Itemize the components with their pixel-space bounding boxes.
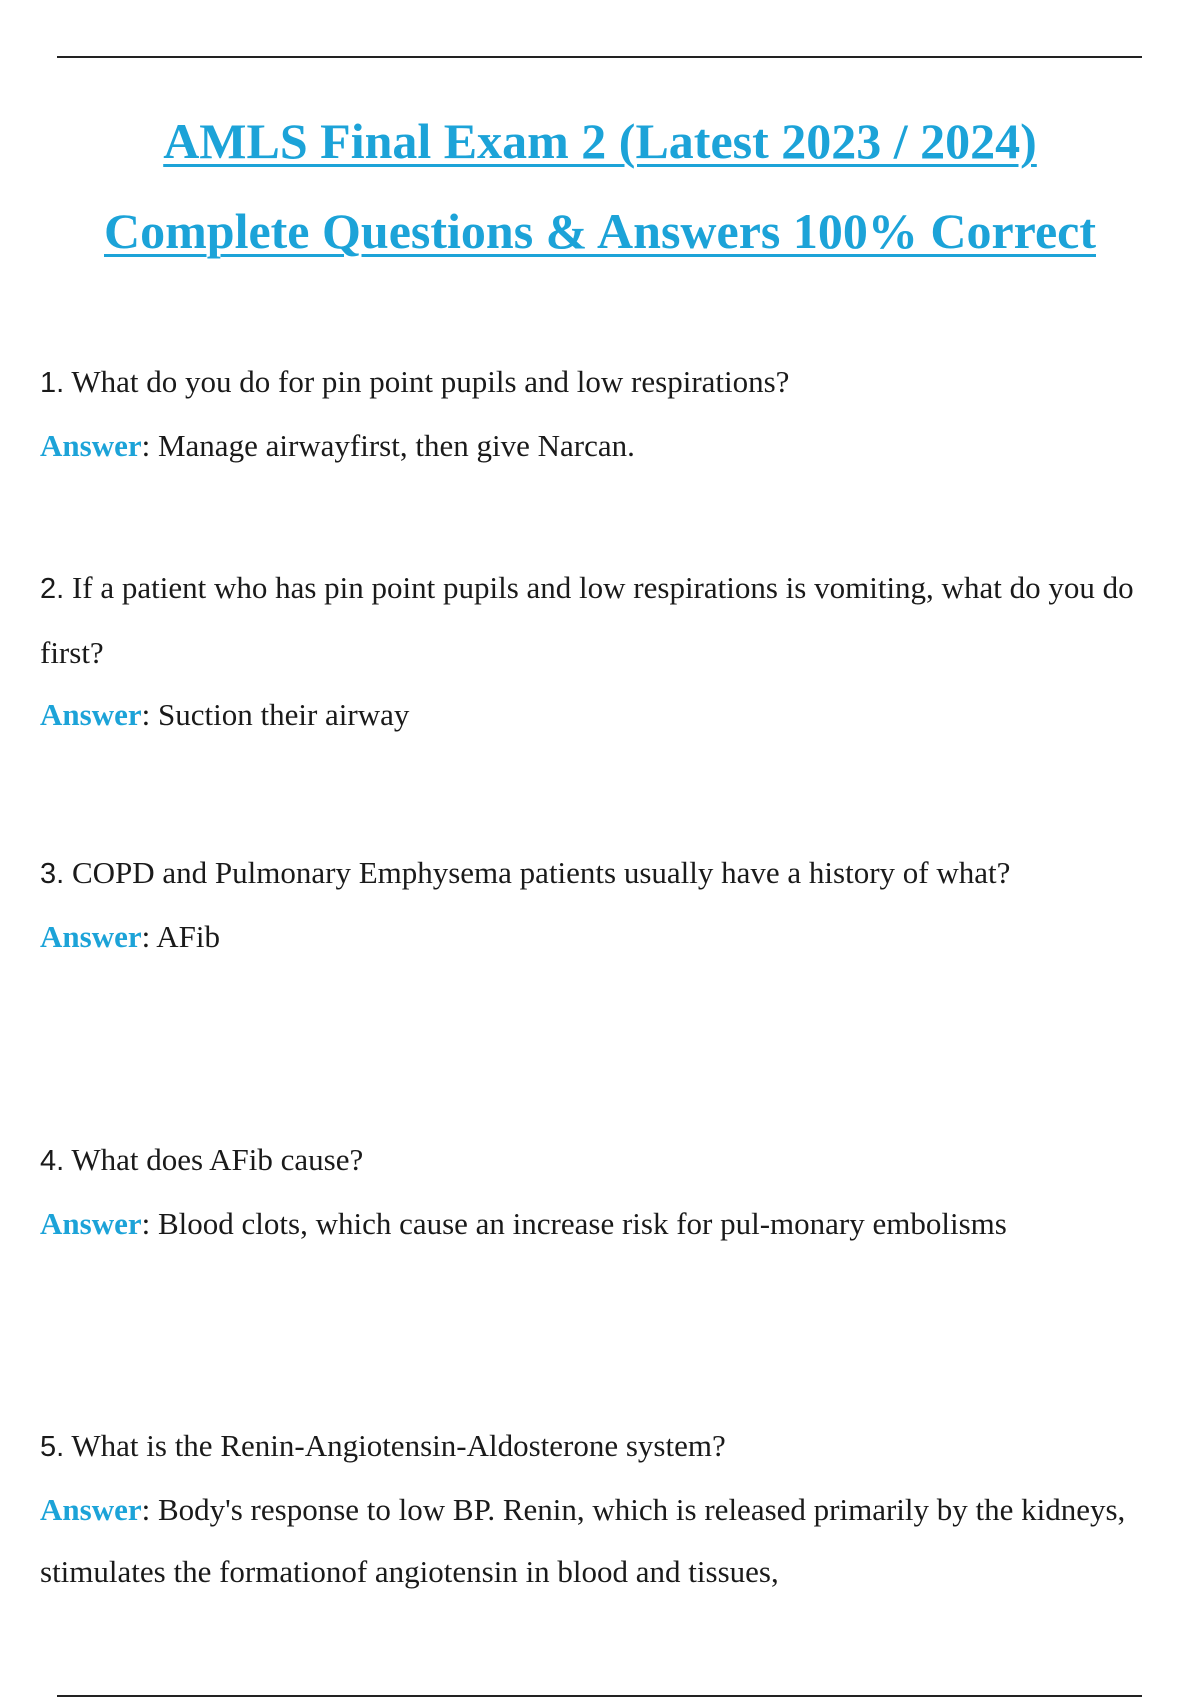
answer-text: Suction their airway <box>157 697 410 732</box>
answer-2: Answer: Suction their airway <box>40 697 410 732</box>
answer-text: Blood clots, which cause an increase risk for pul-monary embolisms <box>157 1206 1007 1241</box>
answer-3: Answer: AFib <box>40 919 221 954</box>
answer-label: Answer <box>40 428 142 463</box>
question-text: If a patient who has pin point pupils and low respirations is vomiting, what do you do first? <box>40 570 1134 670</box>
answer-text: Body's response to low BP. Renin, which is released primarily by the kidneys, stimulates the formationof angiotensin in blood and tissues, <box>40 1492 1126 1589</box>
qa-item-3 <box>40 841 1150 968</box>
answer-text: AFib <box>156 919 221 954</box>
question-1 <box>40 350 1150 415</box>
answer-text: Manage airwayfirst, then give Narcan. <box>157 428 635 463</box>
question-text: COPD and Pulmonary Emphysema patients usually have a history of what? <box>71 855 1011 890</box>
answer-label: Answer <box>40 1492 142 1527</box>
question-2 <box>40 556 1150 684</box>
answer-5: Answer: Body's response to low BP. Renin, which is released primarily by the kidneys, stimulates the formationof angiotensin in blood and tissues, <box>40 1492 1126 1589</box>
answer-4: Answer: Blood clots, which cause an increase risk for pul-monary embolisms <box>40 1206 1007 1241</box>
document-title-line-1: AMLS Final Exam 2 (Latest 2023 / 2024) <box>163 113 1037 169</box>
answer-label: Answer <box>40 919 142 954</box>
question-5 <box>40 1414 1150 1479</box>
answer-1: Answer: Manage airwayfirst, then give Narcan. <box>40 428 635 463</box>
question-text: What do you do for pin point pupils and low respirations? <box>71 364 790 399</box>
question-number: 2. <box>40 573 65 605</box>
question-4 <box>40 1128 1150 1193</box>
qa-item-2 <box>40 556 1150 746</box>
question-text: What is the Renin-Angiotensin-Aldosterone system? <box>71 1428 726 1463</box>
qa-item-5 <box>40 1414 1150 1603</box>
question-number: 3. <box>40 858 65 890</box>
question-number: 5. <box>40 1431 65 1463</box>
qa-item-1 <box>40 350 1150 477</box>
question-number: 4. <box>40 1145 65 1177</box>
top-divider <box>57 56 1142 58</box>
question-number: 1. <box>40 367 65 399</box>
qa-item-4 <box>40 1128 1150 1255</box>
question-text: What does AFib cause? <box>71 1142 364 1177</box>
answer-label: Answer <box>40 1206 142 1241</box>
question-3 <box>40 841 1150 906</box>
document-title-line-2: Complete Questions & Answers 100% Correct <box>104 203 1096 259</box>
answer-label: Answer <box>40 697 142 732</box>
bottom-divider <box>57 1695 1142 1697</box>
